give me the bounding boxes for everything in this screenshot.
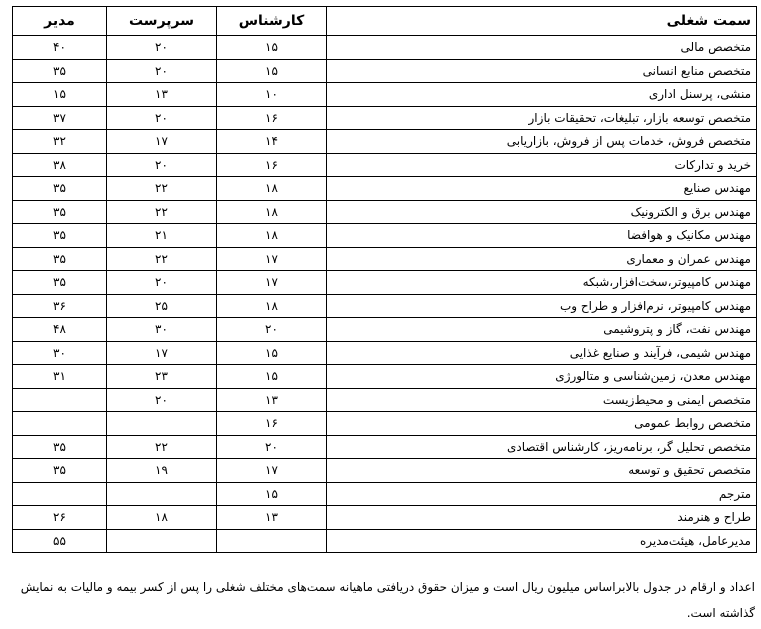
table-row <box>13 130 757 154</box>
cell-manager: ۴۰ <box>13 36 107 60</box>
table-row <box>13 506 757 530</box>
table-row <box>13 36 757 60</box>
cell-job-title: مهندس معدن، زمین‌شناسی و متالورژی <box>327 365 757 389</box>
cell-expert: ۱۸ <box>217 200 327 224</box>
cell-manager: ۳۵ <box>13 459 107 483</box>
cell-manager: ۳۵ <box>13 177 107 201</box>
cell-expert: ۱۶ <box>217 412 327 436</box>
cell-job-title: مهندس صنایع <box>327 177 757 201</box>
table-row <box>13 318 757 342</box>
table-row <box>13 365 757 389</box>
cell-supervisor: ۱۸ <box>107 506 217 530</box>
cell-supervisor: ۲۲ <box>107 177 217 201</box>
cell-expert: ۱۷ <box>217 247 327 271</box>
table-header-row <box>13 7 757 36</box>
cell-expert: ۱۵ <box>217 341 327 365</box>
header-expert: کارشناس <box>217 7 327 36</box>
cell-manager: ۲۶ <box>13 506 107 530</box>
cell-job-title: متخصص روابط عمومی <box>327 412 757 436</box>
header-manager: مدیر <box>13 7 107 36</box>
cell-expert: ۱۸ <box>217 224 327 248</box>
cell-manager <box>13 412 107 436</box>
table-row <box>13 177 757 201</box>
cell-supervisor: ۲۵ <box>107 294 217 318</box>
cell-expert: ۱۴ <box>217 130 327 154</box>
cell-supervisor: ۱۳ <box>107 83 217 107</box>
cell-supervisor: ۲۱ <box>107 224 217 248</box>
cell-supervisor: ۲۰ <box>107 271 217 295</box>
table-row <box>13 153 757 177</box>
cell-expert: ۱۰ <box>217 83 327 107</box>
table-row <box>13 106 757 130</box>
cell-supervisor: ۲۲ <box>107 435 217 459</box>
cell-job-title: متخصص تحقیق و توسعه <box>327 459 757 483</box>
salary-table <box>12 6 757 553</box>
cell-manager: ۱۵ <box>13 83 107 107</box>
cell-supervisor: ۲۰ <box>107 153 217 177</box>
table-row <box>13 59 757 83</box>
cell-job-title: خرید و تدارکات <box>327 153 757 177</box>
cell-expert: ۱۵ <box>217 365 327 389</box>
cell-manager: ۳۲ <box>13 130 107 154</box>
cell-manager: ۳۵ <box>13 435 107 459</box>
cell-job-title: مهندس کامپیوتر، نرم‌افزار و طراح وب <box>327 294 757 318</box>
cell-job-title: متخصص توسعه بازار، تبلیغات، تحقیقات بازار <box>327 106 757 130</box>
table-row <box>13 459 757 483</box>
cell-expert: ۱۷ <box>217 271 327 295</box>
cell-expert: ۱۸ <box>217 177 327 201</box>
cell-job-title: متخصص تحلیل گر، برنامه‌ریز، کارشناس اقتصادی <box>327 435 757 459</box>
cell-manager: ۳۵ <box>13 247 107 271</box>
header-job-title: سمت شغلی <box>327 7 757 36</box>
cell-expert: ۱۸ <box>217 294 327 318</box>
cell-expert <box>217 529 327 553</box>
cell-job-title: مهندس شیمی، فرآیند و صنایع غذایی <box>327 341 757 365</box>
cell-supervisor: ۲۰ <box>107 106 217 130</box>
cell-expert: ۱۳ <box>217 388 327 412</box>
cell-manager: ۳۷ <box>13 106 107 130</box>
cell-supervisor: ۱۹ <box>107 459 217 483</box>
cell-job-title: مهندس برق و الکترونیک <box>327 200 757 224</box>
table-row <box>13 224 757 248</box>
cell-job-title: متخصص منابع انسانی <box>327 59 757 83</box>
cell-expert: ۱۵ <box>217 59 327 83</box>
table-row <box>13 529 757 553</box>
cell-expert: ۱۶ <box>217 106 327 130</box>
cell-job-title: متخصص مالی <box>327 36 757 60</box>
cell-manager: ۳۱ <box>13 365 107 389</box>
cell-manager: ۳۵ <box>13 224 107 248</box>
cell-supervisor: ۱۷ <box>107 130 217 154</box>
cell-job-title: مهندس نفت، گاز و پتروشیمی <box>327 318 757 342</box>
cell-manager: ۳۶ <box>13 294 107 318</box>
table-row <box>13 294 757 318</box>
cell-manager <box>13 482 107 506</box>
cell-manager: ۳۵ <box>13 271 107 295</box>
cell-manager: ۳۰ <box>13 341 107 365</box>
cell-manager: ۳۸ <box>13 153 107 177</box>
cell-supervisor: ۳۰ <box>107 318 217 342</box>
cell-supervisor: ۲۲ <box>107 200 217 224</box>
cell-job-title: منشی، پرسنل اداری <box>327 83 757 107</box>
cell-manager: ۳۵ <box>13 200 107 224</box>
cell-expert: ۱۵ <box>217 36 327 60</box>
table-row <box>13 247 757 271</box>
cell-job-title: مترجم <box>327 482 757 506</box>
table-row <box>13 200 757 224</box>
table-row <box>13 435 757 459</box>
table-row <box>13 83 757 107</box>
cell-manager <box>13 388 107 412</box>
cell-job-title: مدیرعامل، هیئت‌مدیره <box>327 529 757 553</box>
cell-supervisor <box>107 412 217 436</box>
cell-expert: ۱۵ <box>217 482 327 506</box>
cell-supervisor <box>107 482 217 506</box>
cell-manager: ۳۵ <box>13 59 107 83</box>
cell-manager: ۵۵ <box>13 529 107 553</box>
cell-supervisor: ۲۰ <box>107 388 217 412</box>
cell-expert: ۱۷ <box>217 459 327 483</box>
footnote: اعداد و ارقام در جدول بالابراساس میلیون ریال است و میزان حقوق دریافتی ماهیانه سمت‌های مختلف شغلی را پس از کسر بیمه و مالیات به نمایش گذاشته است. <box>20 580 755 620</box>
cell-supervisor: ۱۷ <box>107 341 217 365</box>
table-row <box>13 271 757 295</box>
cell-job-title: مهندس مکانیک و هوافضا <box>327 224 757 248</box>
table-row <box>13 412 757 436</box>
table-row <box>13 341 757 365</box>
cell-job-title: متخصص فروش، خدمات پس از فروش، بازاریابی <box>327 130 757 154</box>
table-row <box>13 482 757 506</box>
cell-supervisor: ۲۲ <box>107 247 217 271</box>
table-row <box>13 388 757 412</box>
cell-expert: ۱۳ <box>217 506 327 530</box>
cell-supervisor: ۲۳ <box>107 365 217 389</box>
cell-supervisor: ۲۰ <box>107 59 217 83</box>
cell-job-title: طراح و هنرمند <box>327 506 757 530</box>
cell-job-title: مهندس کامپیوتر،سخت‌افزار،شبکه <box>327 271 757 295</box>
cell-expert: ۱۶ <box>217 153 327 177</box>
cell-expert: ۲۰ <box>217 318 327 342</box>
cell-job-title: مهندس عمران و معماری <box>327 247 757 271</box>
header-supervisor: سرپرست <box>107 7 217 36</box>
cell-supervisor <box>107 529 217 553</box>
cell-expert: ۲۰ <box>217 435 327 459</box>
cell-job-title: متخصص ایمنی و محیط‌زیست <box>327 388 757 412</box>
cell-manager: ۴۸ <box>13 318 107 342</box>
cell-supervisor: ۲۰ <box>107 36 217 60</box>
